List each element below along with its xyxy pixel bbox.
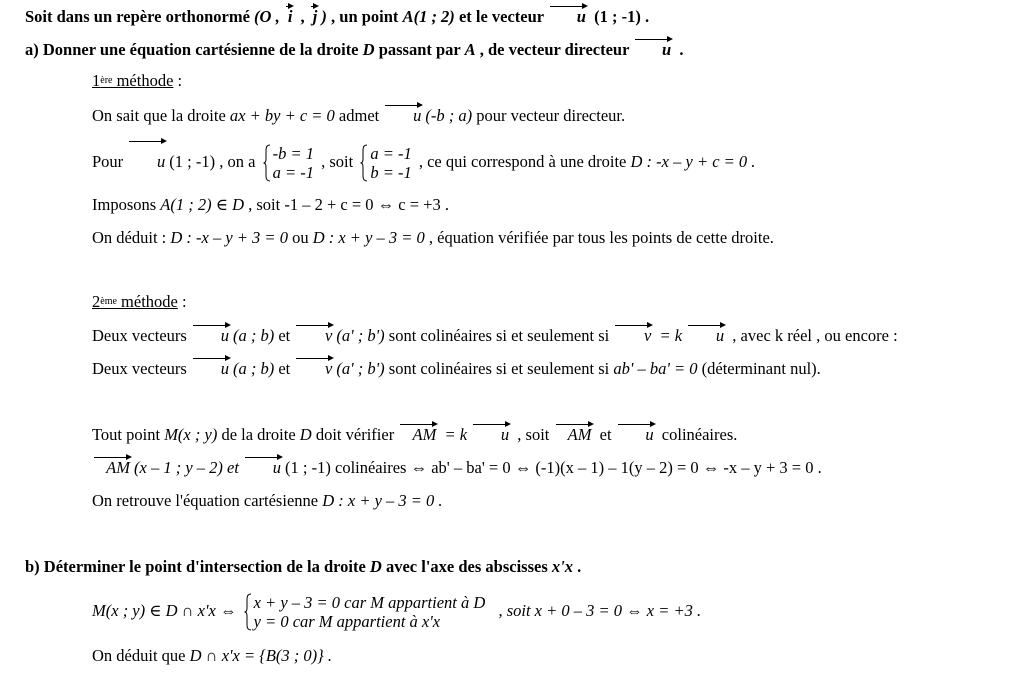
text: sont colinéaires si et seulement si — [384, 326, 614, 345]
point-a-ref: A — [464, 40, 476, 59]
method-2-line-1 — [92, 326, 898, 346]
text: ou — [287, 228, 313, 247]
equation: D ∩ x'x = {B(3 ; 0)} . — [189, 646, 333, 665]
vector-i: i — [287, 7, 293, 26]
vector-v: v — [296, 326, 334, 346]
intro-text: Soit dans un repère orthonormé — [25, 7, 255, 26]
line-d: D — [362, 40, 375, 59]
line-d: D — [299, 425, 312, 444]
text: sont colinéaires si et seulement si — [384, 359, 614, 378]
method-2-word: méthode — [116, 292, 178, 311]
system-2 — [360, 144, 411, 182]
system-row: -b = 1 — [272, 144, 314, 164]
text: pour vecteur directeur. — [472, 106, 626, 125]
text: de la droite — [217, 425, 300, 444]
method-1-word: méthode — [112, 71, 174, 90]
equation: , soit x + 0 – 3 = 0 ⇔ x = +3 . — [494, 601, 702, 620]
frame-open: (O , — [254, 7, 284, 26]
equation: D : -x – y + c = 0 . — [630, 152, 756, 171]
text: , équation vérifiée par tous les points de cette droite. — [424, 228, 774, 247]
question-b-end: . — [572, 557, 582, 576]
method-2-line-5 — [92, 491, 443, 511]
text: et — [274, 326, 295, 345]
equation: D : x + y – 3 = 0 — [312, 228, 425, 247]
coords: (a ; b) — [232, 326, 275, 345]
axis-label: x'x — [551, 557, 573, 576]
intro-line — [25, 7, 649, 27]
equation: ax + by + c = 0 — [229, 106, 335, 125]
vector-u: u — [635, 40, 673, 60]
coords: (1 ; -1) , on a — [169, 152, 256, 171]
method-2-sup: ème — [100, 296, 117, 307]
text: Imposons — [92, 195, 161, 214]
text: , soit — [513, 425, 554, 444]
question-b — [25, 557, 581, 577]
method-2-line-4 — [92, 458, 822, 478]
method-1-line-2 — [92, 142, 755, 182]
system-row: x + y – 3 = 0 car M appartient à D — [253, 593, 486, 613]
vector-u: u — [473, 425, 511, 445]
question-b-text: Déterminer le point d'intersection de la droite — [39, 557, 370, 576]
system-row: a = -1 — [370, 144, 412, 164]
vector-j: j — [312, 7, 318, 26]
text: Tout point — [92, 425, 165, 444]
system-row: y = 0 car M appartient à x'x — [253, 612, 441, 632]
question-b-line-2 — [92, 646, 332, 666]
text: et — [274, 359, 295, 378]
intro-text-2: , un point — [326, 7, 403, 26]
text: Deux vecteurs — [92, 359, 191, 378]
method-2-num: 2 — [92, 292, 101, 311]
question-a-text-2: passant par — [374, 40, 465, 59]
vector-am: AM — [556, 425, 594, 445]
point-m: M(x ; y) — [164, 425, 218, 444]
equation: = k — [440, 425, 472, 444]
vector-u: u — [129, 142, 167, 182]
text: (déterminant nul). — [697, 359, 821, 378]
method-1-line-4 — [92, 228, 774, 248]
vector-u: u — [245, 458, 283, 478]
question-a-text-3: , de vecteur directeur — [475, 40, 634, 59]
coords: (a ; b) — [232, 359, 275, 378]
equation: ab' – ba' = 0 — [613, 359, 698, 378]
method-1-title — [92, 71, 182, 94]
system-1 — [263, 144, 314, 182]
text: , soit -1 – 2 + c = 0 ⇔ c = +3 . — [244, 195, 449, 214]
system-3 — [244, 593, 486, 631]
system-row: b = -1 — [370, 163, 412, 183]
intro-text-3: et le vecteur — [454, 7, 548, 26]
line-d: D — [369, 557, 382, 576]
question-a-end: . — [675, 40, 684, 59]
text: colinéaires. — [657, 425, 738, 444]
vector-u: u — [550, 7, 588, 27]
text: admet — [334, 106, 384, 125]
coords: (a' ; b') — [336, 326, 385, 345]
question-b-line-1 — [92, 591, 701, 631]
method-1-sup: ère — [100, 75, 113, 86]
frame-sep: , — [296, 7, 309, 26]
equation: D : x + y – 3 = 0 . — [322, 491, 443, 510]
question-a — [25, 40, 683, 60]
vector-u: u — [385, 106, 423, 126]
question-a-text: Donner une équation cartésienne de la droite — [38, 40, 363, 59]
method-1-line-3 — [92, 195, 449, 215]
vector-am: AM — [400, 425, 438, 445]
method-2-title — [92, 292, 187, 315]
method-1-colon: : — [173, 71, 183, 90]
method-2-colon: : — [177, 292, 187, 311]
vector-u: u — [618, 425, 656, 445]
question-b-label: b) — [25, 557, 40, 576]
vector-u: u — [193, 359, 231, 379]
equation: D : -x – y + 3 = 0 — [170, 228, 288, 247]
text: Pour — [92, 152, 128, 171]
text: On retrouve l'équation cartésienne — [92, 491, 323, 510]
method-1-line-1 — [92, 106, 625, 126]
text: , avec k réel , ou encore : — [728, 326, 898, 345]
vector-v: v — [296, 359, 334, 379]
method-1-num: 1 — [92, 71, 101, 90]
vector-am: AM — [94, 458, 132, 478]
vector-v: v — [615, 326, 653, 346]
text: , ce qui correspond à une droite — [414, 152, 631, 171]
equation: (1 ; -1) colinéaires ⇔ ab' – ba' = 0 ⇔ (-1)(x – 1) – 1(y – 2) = 0 ⇔ -x – y + 3 = 0 . — [285, 458, 822, 477]
question-b-text-2: avec l'axe des abscisses — [381, 557, 552, 576]
method-2-line-2 — [92, 359, 821, 379]
coords: (-b ; a) — [425, 106, 473, 125]
equation: = k — [655, 326, 687, 345]
text: doit vérifier — [311, 425, 399, 444]
text: On sait que la droite — [92, 106, 230, 125]
text: Deux vecteurs — [92, 326, 191, 345]
system-row: a = -1 — [272, 163, 314, 183]
text: On déduit que — [92, 646, 190, 665]
vector-u: u — [193, 326, 231, 346]
frame-close: ) — [321, 7, 327, 26]
equation: A(1 ; 2) ∈ D — [160, 195, 244, 214]
method-2-line-3 — [92, 425, 737, 445]
coords: (x – 1 ; y – 2) et — [134, 458, 244, 477]
point-a: A(1 ; 2) — [402, 7, 455, 26]
text: , soit — [316, 152, 358, 171]
equation: M(x ; y) ∈ D ∩ x'x ⇔ — [92, 601, 237, 620]
question-a-label: a) — [25, 40, 39, 59]
vector-u-coords: (1 ; -1) . — [589, 7, 650, 26]
text: On déduit : — [92, 228, 171, 247]
vector-u: u — [688, 326, 726, 346]
coords: (a' ; b') — [336, 359, 385, 378]
text: et — [595, 425, 616, 444]
